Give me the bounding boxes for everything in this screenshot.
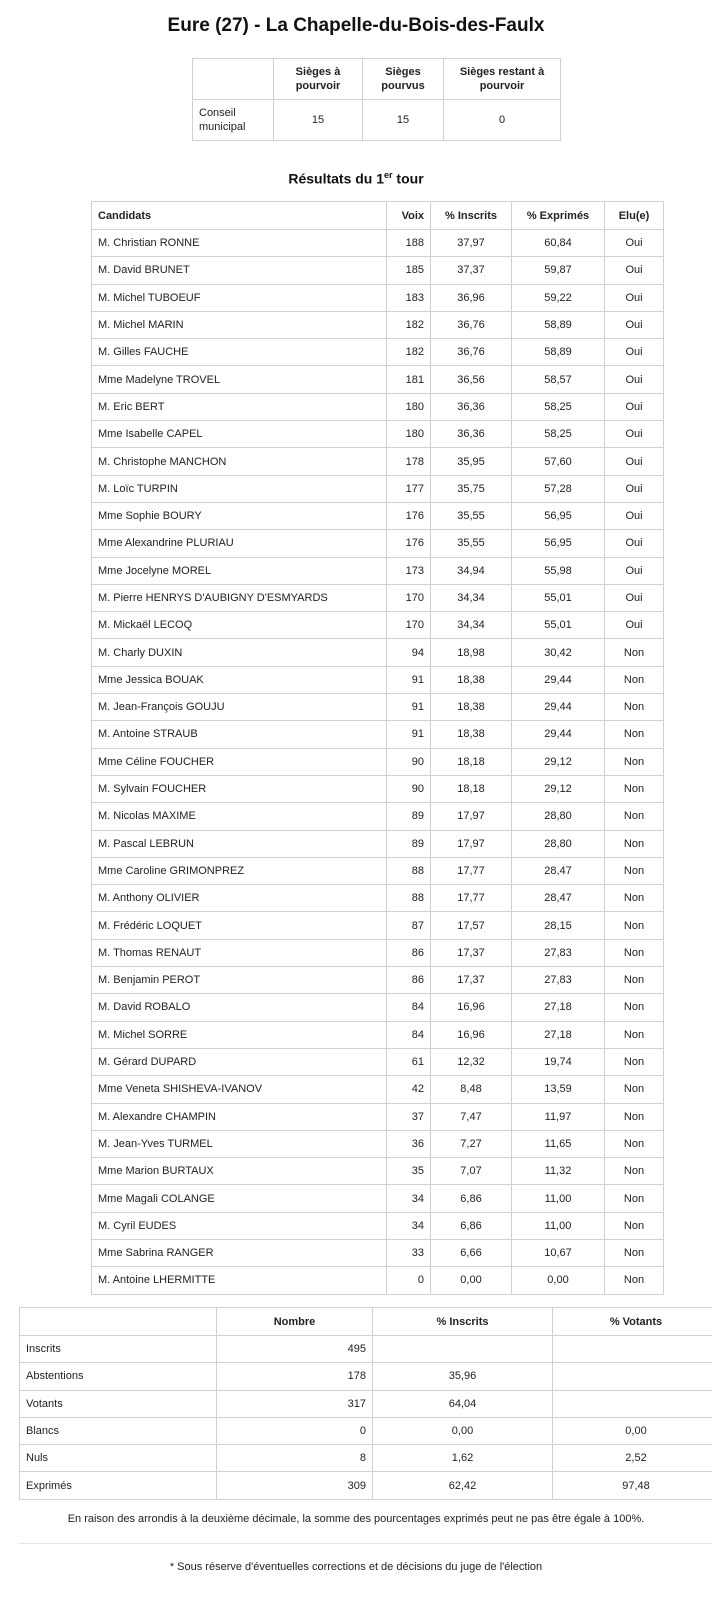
candidate-pct-inscrits: 17,37 [431,967,512,994]
candidate-elu: Non [605,721,664,748]
candidate-name: M. Antoine LHERMITTE [92,1267,387,1294]
participation-pct-votants: 97,48 [553,1472,712,1499]
candidate-row [92,311,664,338]
candidate-pct-inscrits: 18,98 [431,639,512,666]
participation-pct-votants [553,1390,712,1417]
candidate-pct-exprimes: 60,84 [512,230,605,257]
candidate-pct-exprimes: 30,42 [512,639,605,666]
candidate-elu: Oui [605,393,664,420]
candidate-name: Mme Céline FOUCHER [92,748,387,775]
candidate-elu: Oui [605,284,664,311]
candidate-name: Mme Marion BURTAUX [92,1158,387,1185]
candidate-voix: 84 [387,1021,431,1048]
candidate-pct-inscrits: 35,55 [431,530,512,557]
candidate-elu: Non [605,1267,664,1294]
candidate-voix: 180 [387,421,431,448]
candidate-voix: 94 [387,639,431,666]
candidate-elu: Oui [605,502,664,529]
footnote: * Sous réserve d'éventuelles corrections et de décisions du juge de l'élection [169,1561,543,1573]
candidate-voix: 188 [387,230,431,257]
candidate-elu: Non [605,1048,664,1075]
candidate-row [92,748,664,775]
participation-pct-inscrits [373,1336,553,1363]
candidate-name: M. Anthony OLIVIER [92,885,387,912]
candidate-voix: 183 [387,284,431,311]
candidate-pct-exprimes: 59,87 [512,257,605,284]
candidate-pct-exprimes: 56,95 [512,502,605,529]
candidate-pct-inscrits: 8,48 [431,1076,512,1103]
participation-row [20,1417,712,1444]
candidate-pct-inscrits: 7,47 [431,1103,512,1130]
candidate-row [92,1021,664,1048]
candidate-row [92,366,664,393]
candidate-voix: 91 [387,721,431,748]
candidate-pct-inscrits: 18,18 [431,775,512,802]
candidate-row [92,1239,664,1266]
candidates-body [92,230,664,1295]
candidate-voix: 86 [387,967,431,994]
candidate-row [92,1103,664,1130]
header-pct-inscrits: % Inscrits [431,202,512,230]
candidate-pct-inscrits: 37,97 [431,230,512,257]
candidate-name: Mme Alexandrine PLURIAU [92,530,387,557]
participation-nombre: 317 [217,1390,373,1417]
candidate-pct-inscrits: 17,77 [431,885,512,912]
seats-a-pourvoir-value: 15 [274,100,363,141]
candidate-elu: Oui [605,366,664,393]
candidate-row [92,502,664,529]
candidate-pct-inscrits: 34,34 [431,584,512,611]
candidate-voix: 61 [387,1048,431,1075]
candidate-pct-exprimes: 19,74 [512,1048,605,1075]
candidate-voix: 88 [387,857,431,884]
candidate-elu: Oui [605,448,664,475]
candidate-elu: Non [605,1158,664,1185]
candidate-name: M. Pascal LEBRUN [92,830,387,857]
candidate-voix: 34 [387,1185,431,1212]
candidate-elu: Non [605,912,664,939]
candidate-name: M. Antoine STRAUB [92,721,387,748]
candidate-voix: 35 [387,1158,431,1185]
participation-header-pct-inscrits: % Inscrits [373,1308,553,1336]
candidate-elu: Non [605,885,664,912]
candidate-voix: 42 [387,1076,431,1103]
candidate-voix: 182 [387,339,431,366]
candidate-pct-exprimes: 27,18 [512,1021,605,1048]
candidate-voix: 170 [387,584,431,611]
candidate-row [92,721,664,748]
candidate-pct-inscrits: 0,00 [431,1267,512,1294]
candidate-elu: Oui [605,584,664,611]
candidate-elu: Non [605,1103,664,1130]
candidate-pct-inscrits: 17,57 [431,912,512,939]
candidate-elu: Non [605,994,664,1021]
candidate-voix: 34 [387,1212,431,1239]
candidate-pct-inscrits: 6,66 [431,1239,512,1266]
candidate-voix: 180 [387,393,431,420]
candidate-elu: Non [605,803,664,830]
candidate-name: Mme Jocelyne MOREL [92,557,387,584]
candidate-pct-inscrits: 36,36 [431,393,512,420]
candidate-pct-exprimes: 57,28 [512,475,605,502]
participation-pct-votants [553,1336,712,1363]
candidate-pct-exprimes: 58,89 [512,311,605,338]
candidate-elu: Non [605,775,664,802]
candidate-elu: Oui [605,230,664,257]
participation-row [20,1445,712,1472]
candidate-row [92,967,664,994]
candidate-elu: Non [605,1076,664,1103]
candidate-pct-inscrits: 18,38 [431,694,512,721]
participation-label: Blancs [20,1417,217,1444]
candidate-pct-inscrits: 35,75 [431,475,512,502]
candidate-row [92,639,664,666]
candidate-pct-exprimes: 28,47 [512,857,605,884]
candidate-name: Mme Sabrina RANGER [92,1239,387,1266]
candidate-pct-exprimes: 11,97 [512,1103,605,1130]
candidate-voix: 91 [387,666,431,693]
candidate-elu: Oui [605,339,664,366]
header-candidats: Candidats [92,202,387,230]
candidate-pct-exprimes: 0,00 [512,1267,605,1294]
participation-label: Votants [20,1390,217,1417]
candidate-elu: Non [605,967,664,994]
candidate-name: M. Michel MARIN [92,311,387,338]
candidate-elu: Non [605,1185,664,1212]
candidate-row [92,284,664,311]
candidate-row [92,448,664,475]
candidate-elu: Oui [605,557,664,584]
candidate-row [92,1185,664,1212]
candidate-row [92,1212,664,1239]
candidate-name: M. Gérard DUPARD [92,1048,387,1075]
seats-row [193,100,561,141]
candidate-name: M. Cyril EUDES [92,1212,387,1239]
candidate-pct-exprimes: 10,67 [512,1239,605,1266]
candidate-elu: Non [605,830,664,857]
seats-restant-value: 0 [444,100,561,141]
candidate-pct-exprimes: 29,44 [512,694,605,721]
candidate-pct-exprimes: 58,89 [512,339,605,366]
participation-nombre: 309 [217,1472,373,1499]
seats-table [192,58,561,141]
candidate-row [92,230,664,257]
participation-label: Exprimés [20,1472,217,1499]
participation-row [20,1472,712,1499]
candidate-elu: Non [605,666,664,693]
candidate-row [92,775,664,802]
candidate-elu: Non [605,748,664,775]
separator-line [19,1543,712,1544]
candidate-pct-exprimes: 58,25 [512,421,605,448]
candidate-pct-inscrits: 7,27 [431,1130,512,1157]
candidate-elu: Oui [605,612,664,639]
candidate-row [92,857,664,884]
candidate-name: Mme Sophie BOURY [92,502,387,529]
candidate-pct-exprimes: 28,80 [512,803,605,830]
candidate-pct-inscrits: 37,37 [431,257,512,284]
candidate-pct-inscrits: 36,56 [431,366,512,393]
candidate-pct-inscrits: 34,34 [431,612,512,639]
candidate-row [92,1048,664,1075]
candidate-voix: 90 [387,775,431,802]
candidate-name: M. Sylvain FOUCHER [92,775,387,802]
candidate-pct-exprimes: 59,22 [512,284,605,311]
participation-body [20,1336,712,1500]
candidate-voix: 173 [387,557,431,584]
candidate-voix: 33 [387,1239,431,1266]
candidate-name: M. Christophe MANCHON [92,448,387,475]
candidate-row [92,1158,664,1185]
candidate-pct-exprimes: 29,44 [512,721,605,748]
participation-nombre: 178 [217,1363,373,1390]
candidate-elu: Non [605,857,664,884]
participation-table [19,1307,712,1500]
candidate-elu: Non [605,1212,664,1239]
candidate-name: M. Gilles FAUCHE [92,339,387,366]
participation-pct-inscrits: 0,00 [373,1417,553,1444]
candidate-pct-exprimes: 28,47 [512,885,605,912]
candidate-elu: Non [605,639,664,666]
header-pct-exprimes: % Exprimés [512,202,605,230]
participation-row [20,1390,712,1417]
candidate-name: M. Benjamin PEROT [92,967,387,994]
participation-pct-inscrits: 62,42 [373,1472,553,1499]
candidate-pct-exprimes: 29,44 [512,666,605,693]
participation-row [20,1363,712,1390]
candidate-name: M. Thomas RENAUT [92,939,387,966]
candidate-voix: 87 [387,912,431,939]
candidate-pct-exprimes: 55,98 [512,557,605,584]
candidate-name: M. Jean-François GOUJU [92,694,387,721]
candidate-name: Mme Caroline GRIMONPREZ [92,857,387,884]
candidate-elu: Oui [605,311,664,338]
candidate-pct-exprimes: 58,25 [512,393,605,420]
candidate-row [92,557,664,584]
candidate-pct-inscrits: 36,36 [431,421,512,448]
header-elu: Elu(e) [605,202,664,230]
candidate-name: M. David ROBALO [92,994,387,1021]
candidate-name: M. Jean-Yves TURMEL [92,1130,387,1157]
participation-pct-votants [553,1363,712,1390]
candidate-pct-exprimes: 28,80 [512,830,605,857]
results-title-main: Résultats du 1 [288,170,385,187]
candidate-name: Mme Veneta SHISHEVA-IVANOV [92,1076,387,1103]
candidate-name: Mme Madelyne TROVEL [92,366,387,393]
candidate-row [92,1130,664,1157]
candidate-pct-exprimes: 58,57 [512,366,605,393]
candidate-pct-inscrits: 6,86 [431,1212,512,1239]
participation-label: Nuls [20,1445,217,1472]
candidate-voix: 177 [387,475,431,502]
seats-pourvus-value: 15 [363,100,444,141]
participation-pct-inscrits: 1,62 [373,1445,553,1472]
candidate-pct-inscrits: 36,76 [431,339,512,366]
candidate-voix: 170 [387,612,431,639]
candidate-pct-exprimes: 55,01 [512,584,605,611]
candidate-pct-exprimes: 27,83 [512,967,605,994]
candidate-pct-inscrits: 12,32 [431,1048,512,1075]
candidate-pct-inscrits: 35,95 [431,448,512,475]
candidate-pct-inscrits: 36,76 [431,311,512,338]
candidate-row [92,584,664,611]
candidate-name: Mme Magali COLANGE [92,1185,387,1212]
seats-row-label: Conseil municipal [193,100,274,141]
candidate-pct-inscrits: 16,96 [431,994,512,1021]
candidate-row [92,912,664,939]
candidate-pct-exprimes: 57,60 [512,448,605,475]
candidate-voix: 176 [387,530,431,557]
candidate-name: M. Loïc TURPIN [92,475,387,502]
candidate-voix: 89 [387,830,431,857]
candidate-pct-inscrits: 36,96 [431,284,512,311]
candidate-pct-inscrits: 35,55 [431,502,512,529]
participation-pct-votants: 0,00 [553,1417,712,1444]
seats-header-pourvus: Sièges pourvus [363,59,444,100]
candidate-name: Mme Isabelle CAPEL [92,421,387,448]
candidate-row [92,885,664,912]
candidate-name: M. David BRUNET [92,257,387,284]
candidate-pct-exprimes: 11,00 [512,1185,605,1212]
candidate-elu: Non [605,694,664,721]
participation-row [20,1336,712,1363]
candidate-pct-inscrits: 6,86 [431,1185,512,1212]
results-title-sup: er [384,170,393,180]
candidate-pct-exprimes: 29,12 [512,748,605,775]
candidate-pct-inscrits: 17,97 [431,803,512,830]
candidate-voix: 185 [387,257,431,284]
candidate-pct-exprimes: 11,00 [512,1212,605,1239]
candidate-voix: 181 [387,366,431,393]
candidate-pct-exprimes: 27,83 [512,939,605,966]
rounding-note: En raison des arrondis à la deuxième décimale, la somme des pourcentages exprimés peut ne pas être égale à 100%. [67,1513,645,1525]
candidate-pct-exprimes: 27,18 [512,994,605,1021]
candidate-row [92,694,664,721]
candidate-name: M. Christian RONNE [92,230,387,257]
results-title-end: tour [392,170,424,187]
candidate-pct-inscrits: 17,37 [431,939,512,966]
candidate-pct-inscrits: 16,96 [431,1021,512,1048]
candidate-elu: Non [605,1130,664,1157]
candidate-pct-exprimes: 29,12 [512,775,605,802]
participation-nombre: 8 [217,1445,373,1472]
participation-pct-inscrits: 64,04 [373,1390,553,1417]
candidate-row [92,257,664,284]
seats-header-row [193,59,561,100]
participation-pct-votants: 2,52 [553,1445,712,1472]
candidate-pct-inscrits: 34,94 [431,557,512,584]
candidate-elu: Non [605,939,664,966]
candidate-voix: 91 [387,694,431,721]
candidate-row [92,339,664,366]
candidate-row [92,1076,664,1103]
candidate-name: M. Mickaël LECOQ [92,612,387,639]
candidate-pct-inscrits: 18,38 [431,721,512,748]
candidate-name: Mme Jessica BOUAK [92,666,387,693]
candidate-name: M. Alexandre CHAMPIN [92,1103,387,1130]
candidate-name: M. Michel TUBOEUF [92,284,387,311]
candidate-row [92,994,664,1021]
candidate-voix: 37 [387,1103,431,1130]
candidate-pct-exprimes: 28,15 [512,912,605,939]
candidate-elu: Non [605,1021,664,1048]
participation-nombre: 0 [217,1417,373,1444]
candidate-row [92,666,664,693]
candidate-name: M. Nicolas MAXIME [92,803,387,830]
participation-nombre: 495 [217,1336,373,1363]
candidate-pct-inscrits: 18,38 [431,666,512,693]
candidate-voix: 176 [387,502,431,529]
candidate-pct-exprimes: 13,59 [512,1076,605,1103]
results-title [0,170,712,187]
candidate-voix: 88 [387,885,431,912]
seats-header-a-pourvoir: Sièges à pourvoir [274,59,363,100]
candidate-pct-inscrits: 17,77 [431,857,512,884]
candidate-voix: 84 [387,994,431,1021]
candidate-row [92,475,664,502]
candidate-voix: 90 [387,748,431,775]
participation-pct-inscrits: 35,96 [373,1363,553,1390]
candidate-name: M. Charly DUXIN [92,639,387,666]
candidate-pct-exprimes: 11,65 [512,1130,605,1157]
candidate-row [92,803,664,830]
candidate-pct-exprimes: 11,32 [512,1158,605,1185]
candidate-row [92,830,664,857]
candidate-voix: 182 [387,311,431,338]
candidate-elu: Oui [605,257,664,284]
candidate-row [92,612,664,639]
candidate-row [92,939,664,966]
candidate-elu: Oui [605,530,664,557]
participation-header-row [20,1308,712,1336]
candidates-table [91,201,664,1295]
candidate-row [92,1267,664,1294]
candidate-voix: 36 [387,1130,431,1157]
candidate-elu: Non [605,1239,664,1266]
candidates-header-row [92,202,664,230]
candidate-pct-inscrits: 18,18 [431,748,512,775]
participation-label: Abstentions [20,1363,217,1390]
candidate-row [92,421,664,448]
candidate-pct-exprimes: 55,01 [512,612,605,639]
header-voix: Voix [387,202,431,230]
candidate-voix: 86 [387,939,431,966]
participation-header-nombre: Nombre [217,1308,373,1336]
participation-header-pct-votants: % Votants [553,1308,712,1336]
seats-header-empty [193,59,274,100]
candidate-pct-exprimes: 56,95 [512,530,605,557]
candidate-pct-inscrits: 17,97 [431,830,512,857]
candidate-name: M. Frédéric LOQUET [92,912,387,939]
candidate-row [92,393,664,420]
participation-label: Inscrits [20,1336,217,1363]
candidate-name: M. Pierre HENRYS D'AUBIGNY D'ESMYARDS [92,584,387,611]
candidate-elu: Oui [605,421,664,448]
candidate-voix: 0 [387,1267,431,1294]
candidate-voix: 89 [387,803,431,830]
page-title: Eure (27) - La Chapelle-du-Bois-des-Faulx [167,15,545,36]
candidate-row [92,530,664,557]
candidate-voix: 178 [387,448,431,475]
seats-header-restant: Sièges restant à pourvoir [444,59,561,100]
candidate-name: M. Eric BERT [92,393,387,420]
candidate-pct-inscrits: 7,07 [431,1158,512,1185]
candidate-name: M. Michel SORRE [92,1021,387,1048]
candidate-elu: Oui [605,475,664,502]
participation-header-empty [20,1308,217,1336]
